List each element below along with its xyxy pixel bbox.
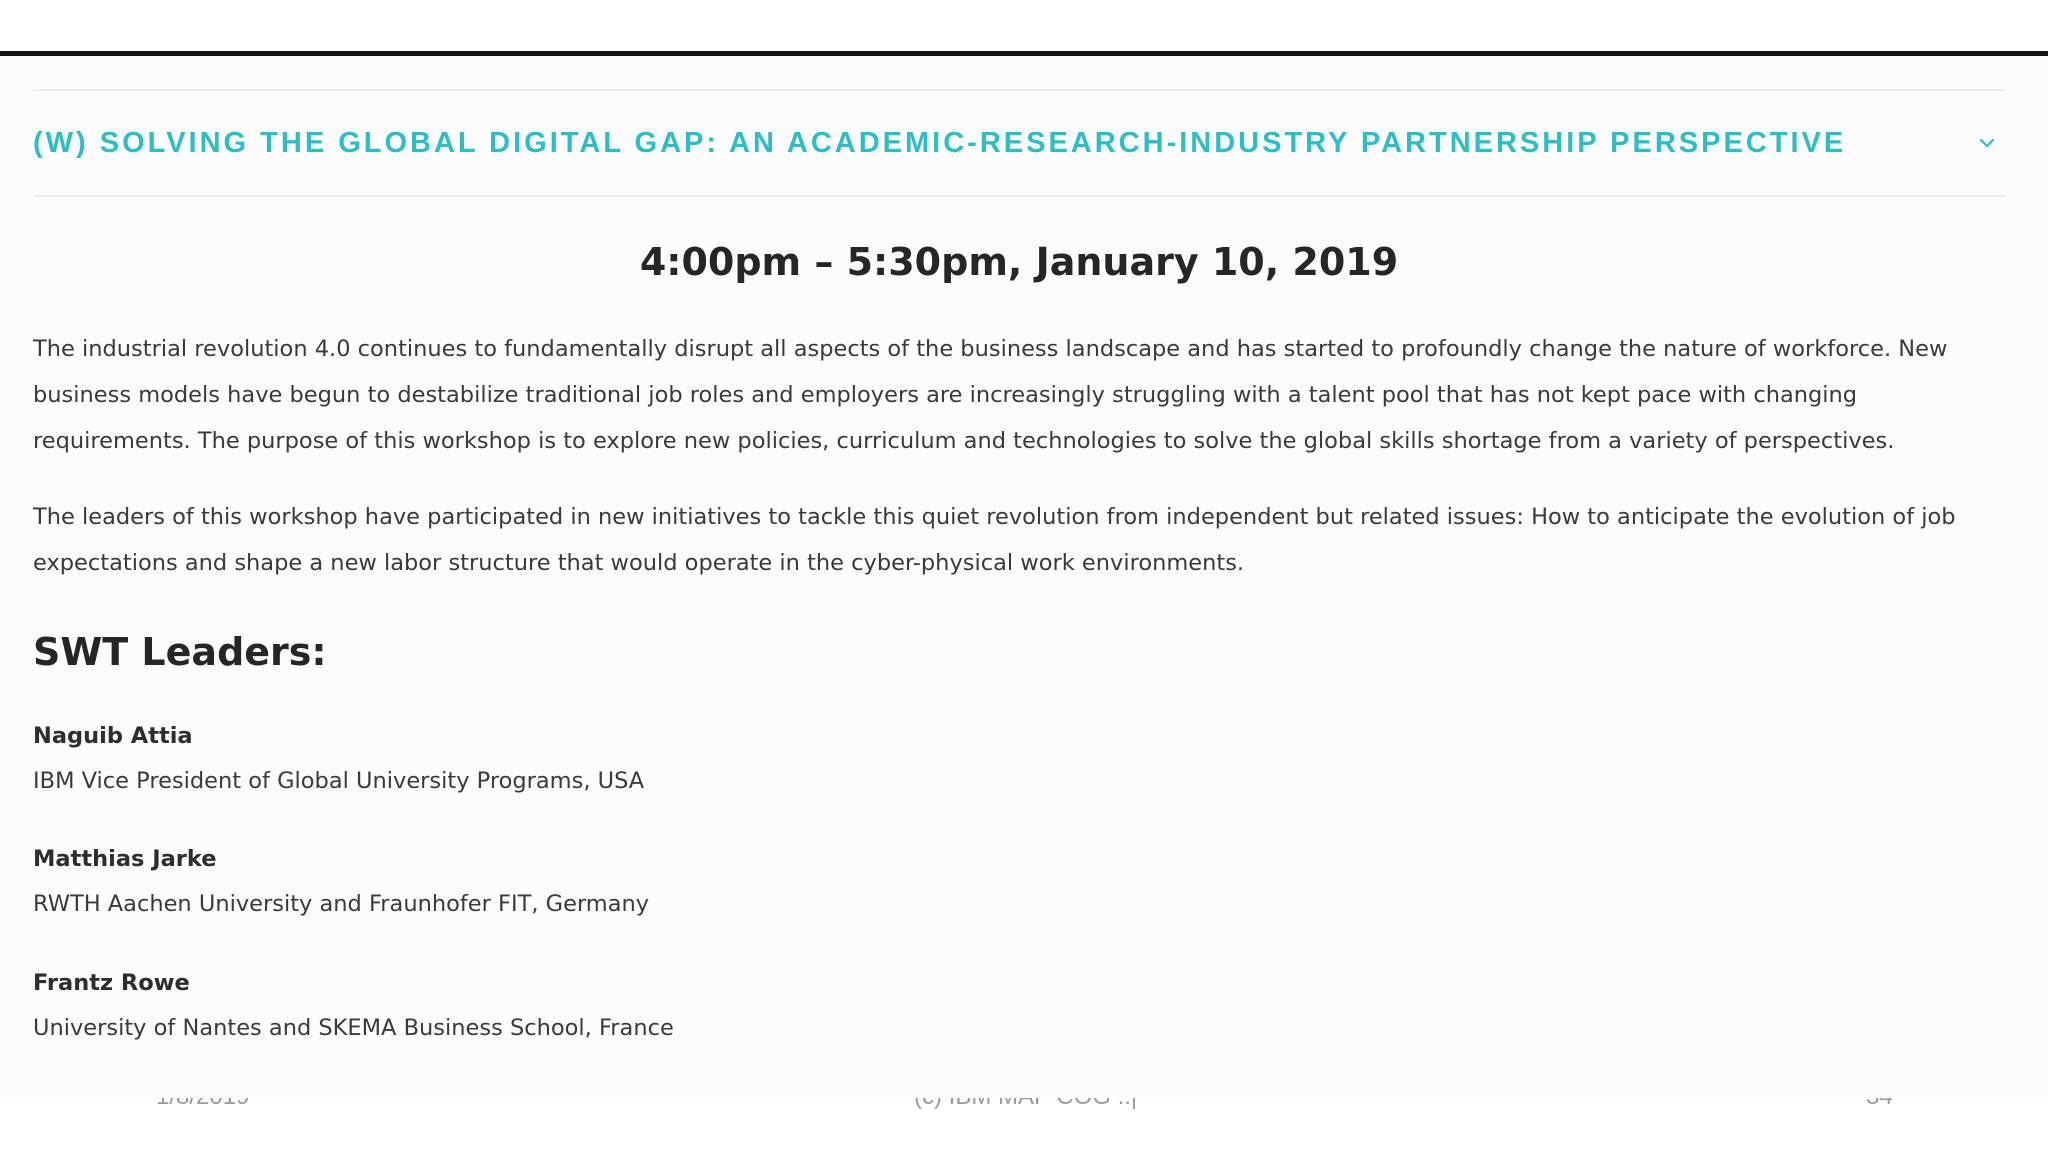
leaders-heading: SWT Leaders: — [33, 630, 327, 674]
leader-name: Naguib Attia — [33, 723, 193, 749]
leader-name: Matthias Jarke — [33, 846, 217, 872]
leader-affiliation: IBM Vice President of Global University Programs, USA — [33, 768, 645, 794]
description-paragraph-1: The industrial revolution 4.0 continues to fundamentally disrupt all aspects of the business landscape and has started to profoundly change the nature of workforce. New business models have begun to destabilize traditional job roles and employers are increasingly struggling with a talent pool that has not kept pace with changing requirements. The purpose of this workshop is to explore new policies, curriculum and technologies to solve the global skills shortage from a variety of perspectives. — [33, 336, 1948, 454]
leader-name: Frantz Rowe — [33, 970, 190, 996]
chevron-down-icon[interactable] — [1973, 129, 2001, 157]
leader-affiliation: RWTH Aachen University and Fraunhofer FIT, Germany — [33, 891, 650, 917]
accordion-divider-bottom — [33, 195, 2005, 197]
accordion-header[interactable] — [33, 91, 2005, 195]
description-paragraph-2: The leaders of this workshop have participated in new initiatives to tackle this quiet revolution from independent but related issues: How to anticipate the evolution of job expectations and shape a new labor structure that would operate in the cyber-physical work environments. — [33, 504, 1956, 576]
accordion-title[interactable]: (W) SOLVING THE GLOBAL DIGITAL GAP: AN ACADEMIC-RESEARCH-INDUSTRY PARTNERSHIP PERSPECTIVE — [33, 126, 1847, 159]
leader-affiliation: University of Nantes and SKEMA Business School, France — [33, 1015, 674, 1041]
session-time: 4:00pm – 5:30pm, January 10, 2019 — [639, 240, 1399, 284]
